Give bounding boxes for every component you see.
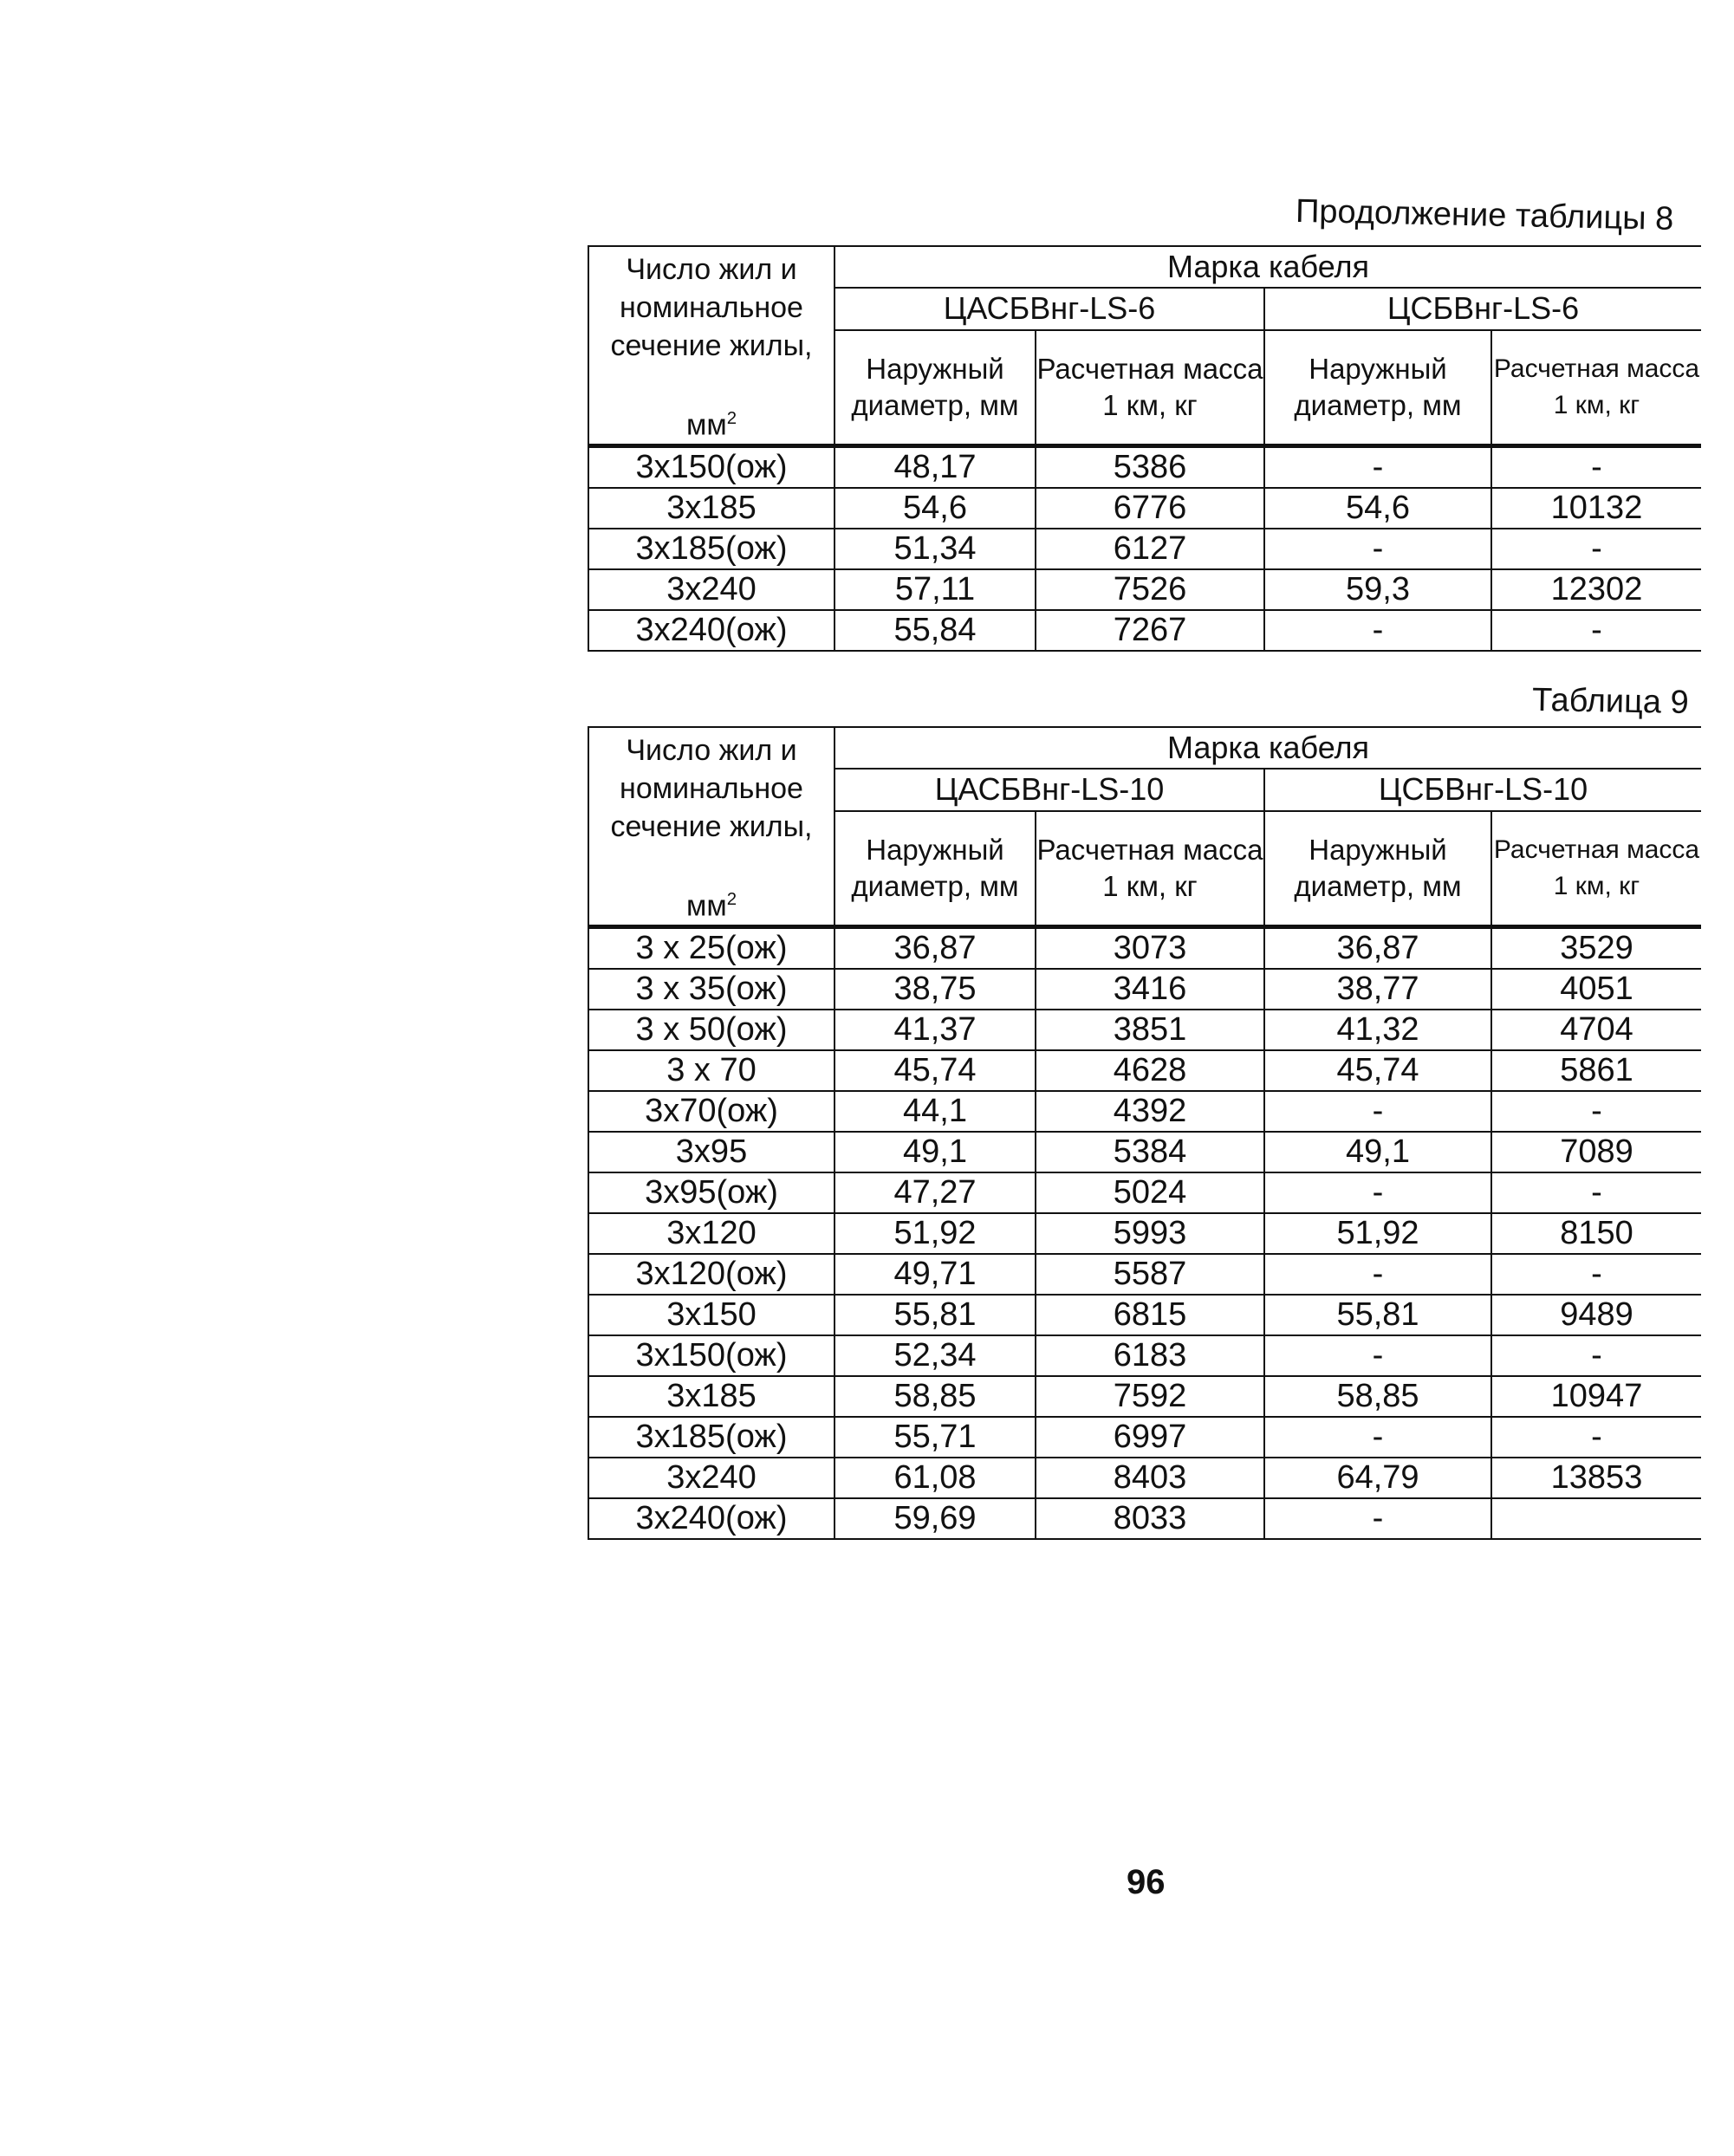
section-cell: 3х95(ож) [588,1172,835,1213]
diameter-1-cell: 49,71 [835,1254,1036,1295]
diameter-2-cell: - [1264,1417,1491,1458]
mass-2-cell: - [1491,446,1701,489]
mass-2-cell: 10947 [1491,1376,1701,1417]
diameter-2-cell: 55,81 [1264,1295,1491,1335]
diameter-1-cell: 59,69 [835,1498,1036,1539]
mass-1-cell: 5024 [1036,1172,1264,1213]
diameter-1-cell: 55,84 [835,610,1036,651]
section-cell: 3х240(ож) [588,610,835,651]
table-row [588,1376,1701,1417]
diameter-2-cell: 64,79 [1264,1458,1491,1498]
section-cell: 3 х 35(ож) [588,969,835,1010]
mass-2-cell: 10132 [1491,488,1701,529]
table9-stub-header [588,727,835,927]
diameter-1-cell: 49,1 [835,1132,1036,1172]
mass-2-cell: 12302 [1491,569,1701,610]
diameter-2-cell: - [1264,529,1491,569]
diameter-1-cell: 44,1 [835,1091,1036,1132]
diameter-1-cell: 45,74 [835,1050,1036,1091]
mass-2-cell: - [1491,1335,1701,1376]
diameter-1-cell: 57,11 [835,569,1036,610]
table8-stub-header [588,246,835,446]
mass-1-cell: 6997 [1036,1417,1264,1458]
mass-1-cell: 8403 [1036,1458,1264,1498]
table-row [588,446,1701,489]
mass-1-cell: 4628 [1036,1050,1264,1091]
table9-brand2: ЦСБВнг-LS-10 [1264,769,1701,810]
table9-caption: Таблица 9 [1531,681,1690,721]
mass-2-cell: - [1491,1254,1701,1295]
table8 [588,245,1701,652]
table-row [588,529,1701,569]
table-row [588,1091,1701,1132]
mass-2-cell: 9489 [1491,1295,1701,1335]
diameter-2-cell: - [1264,1254,1491,1295]
mass-2-cell: 13853 [1491,1458,1701,1498]
table-row [588,1213,1701,1254]
mass-1-cell: 3416 [1036,969,1264,1010]
section-cell: 3 х 50(ож) [588,1010,835,1050]
diameter-2-cell: 59,3 [1264,569,1491,610]
section-cell: 3 х 25(ож) [588,927,835,970]
diameter-1-cell: 47,27 [835,1172,1036,1213]
mass-2-cell: - [1491,1172,1701,1213]
mass-1-cell: 6815 [1036,1295,1264,1335]
mass-1-cell: 5587 [1036,1254,1264,1295]
table-row [588,969,1701,1010]
table8-body [588,446,1701,652]
stub-unit: $мм^2$ [685,889,737,923]
diameter-2-cell: - [1264,610,1491,651]
diameter-1-cell: 61,08 [835,1458,1036,1498]
mass-2-cell: 8150 [1491,1213,1701,1254]
mass-1-cell: 7267 [1036,610,1264,651]
mass-2-cell: - [1491,1417,1701,1458]
section-cell: 3 х 70 [588,1050,835,1091]
section-cell: 3х185(ож) [588,529,835,569]
section-cell: 3х240(ож) [588,1498,835,1539]
diameter-2-cell: 36,87 [1264,927,1491,970]
mass-2-cell: 3529 [1491,927,1701,970]
diameter-1-cell: 52,34 [835,1335,1036,1376]
table8-col-mass-2: Расчетная масса 1 км, кг [1491,330,1701,446]
table-row [588,1132,1701,1172]
mass-1-cell: 5384 [1036,1132,1264,1172]
mass-1-cell: 7526 [1036,569,1264,610]
diameter-2-cell: - [1264,446,1491,489]
table-row [588,1417,1701,1458]
diameter-1-cell: 54,6 [835,488,1036,529]
section-cell: 3х120 [588,1213,835,1254]
table9-brand1: ЦАСБВнг-LS-10 [835,769,1264,810]
section-cell: 3х95 [588,1132,835,1172]
section-cell: 3х185 [588,1376,835,1417]
table-row [588,569,1701,610]
mass-2-cell: 7089 [1491,1132,1701,1172]
table-row [588,1295,1701,1335]
mass-1-cell: 5993 [1036,1213,1264,1254]
diameter-2-cell: 58,85 [1264,1376,1491,1417]
diameter-2-cell: 49,1 [1264,1132,1491,1172]
stub-unit: $мм^2$ [685,408,737,442]
table9-col-mass-1: Расчетная масса 1 км, кг [1036,811,1264,927]
table8-brand-header: Марка кабеля [835,246,1701,288]
mass-1-cell: 4392 [1036,1091,1264,1132]
stub-line-1: Число жил и [626,253,797,286]
diameter-2-cell: - [1264,1498,1491,1539]
section-cell: 3х150 [588,1295,835,1335]
diameter-2-cell: 41,32 [1264,1010,1491,1050]
table-row [588,1498,1701,1539]
diameter-1-cell: 58,85 [835,1376,1036,1417]
table9 [588,726,1701,1540]
stub-line-3: сечение жилы, [610,329,813,362]
section-cell: 3х240 [588,569,835,610]
table9-col-mass-2: Расчетная масса 1 км, кг [1491,811,1701,927]
section-cell: 3х70(ож) [588,1091,835,1132]
section-cell: 3х240 [588,1458,835,1498]
diameter-2-cell: 45,74 [1264,1050,1491,1091]
section-cell: 3х185 [588,488,835,529]
stub-line-2: номинальное [620,772,803,805]
mass-1-cell: 6776 [1036,488,1264,529]
table9-col-diam-2: Наружный диаметр, мм [1264,811,1491,927]
mass-2-cell: 4051 [1491,969,1701,1010]
diameter-1-cell: 38,75 [835,969,1036,1010]
table-row [588,488,1701,529]
mass-2-cell: - [1491,1091,1701,1132]
diameter-2-cell: - [1264,1091,1491,1132]
section-cell: 3х185(ож) [588,1417,835,1458]
diameter-2-cell: 38,77 [1264,969,1491,1010]
table8-col-mass-1: Расчетная масса 1 км, кг [1036,330,1264,446]
stub-line-1: Число жил и [626,734,797,767]
mass-2-cell: 4704 [1491,1010,1701,1050]
mass-2-cell: - [1491,529,1701,569]
diameter-1-cell: 36,87 [835,927,1036,970]
mass-1-cell: 3073 [1036,927,1264,970]
table-row [588,610,1701,651]
mass-2-cell [1491,1498,1701,1539]
mass-1-cell: 8033 [1036,1498,1264,1539]
diameter-2-cell: - [1264,1335,1491,1376]
table-row [588,927,1701,970]
table8-col-diam-2: Наружный диаметр, мм [1264,330,1491,446]
diameter-2-cell: 51,92 [1264,1213,1491,1254]
mass-1-cell: 5386 [1036,446,1264,489]
table8-brand2: ЦСБВнг-LS-6 [1264,288,1701,329]
diameter-1-cell: 55,71 [835,1417,1036,1458]
stub-line-3: сечение жилы, [610,810,813,843]
table-row [588,1335,1701,1376]
diameter-1-cell: 48,17 [835,446,1036,489]
diameter-2-cell: 54,6 [1264,488,1491,529]
mass-1-cell: 3851 [1036,1010,1264,1050]
table-row [588,1172,1701,1213]
stub-line-2: номинальное [620,291,803,324]
table9-col-diam-1: Наружный диаметр, мм [835,811,1036,927]
mass-1-cell: 7592 [1036,1376,1264,1417]
table-row [588,1050,1701,1091]
table-row [588,1010,1701,1050]
table9-body [588,927,1701,1540]
table8-brand1: ЦАСБВнг-LS-6 [835,288,1264,329]
table-row [588,1458,1701,1498]
mass-2-cell: - [1491,610,1701,651]
diameter-1-cell: 51,92 [835,1213,1036,1254]
table-row [588,1254,1701,1295]
table9-brand-header: Марка кабеля [835,727,1701,769]
diameter-2-cell: - [1264,1172,1491,1213]
section-cell: 3х150(ож) [588,1335,835,1376]
diameter-1-cell: 55,81 [835,1295,1036,1335]
section-cell: 3х150(ож) [588,446,835,489]
mass-1-cell: 6127 [1036,529,1264,569]
section-cell: 3х120(ож) [588,1254,835,1295]
page-number: 96 [1127,1863,1166,1901]
table8-caption: Продолжение таблицы 8 [1295,192,1674,237]
mass-2-cell: 5861 [1491,1050,1701,1091]
diameter-1-cell: 41,37 [835,1010,1036,1050]
table8-col-diam-1: Наружный диаметр, мм [835,330,1036,446]
mass-1-cell: 6183 [1036,1335,1264,1376]
diameter-1-cell: 51,34 [835,529,1036,569]
